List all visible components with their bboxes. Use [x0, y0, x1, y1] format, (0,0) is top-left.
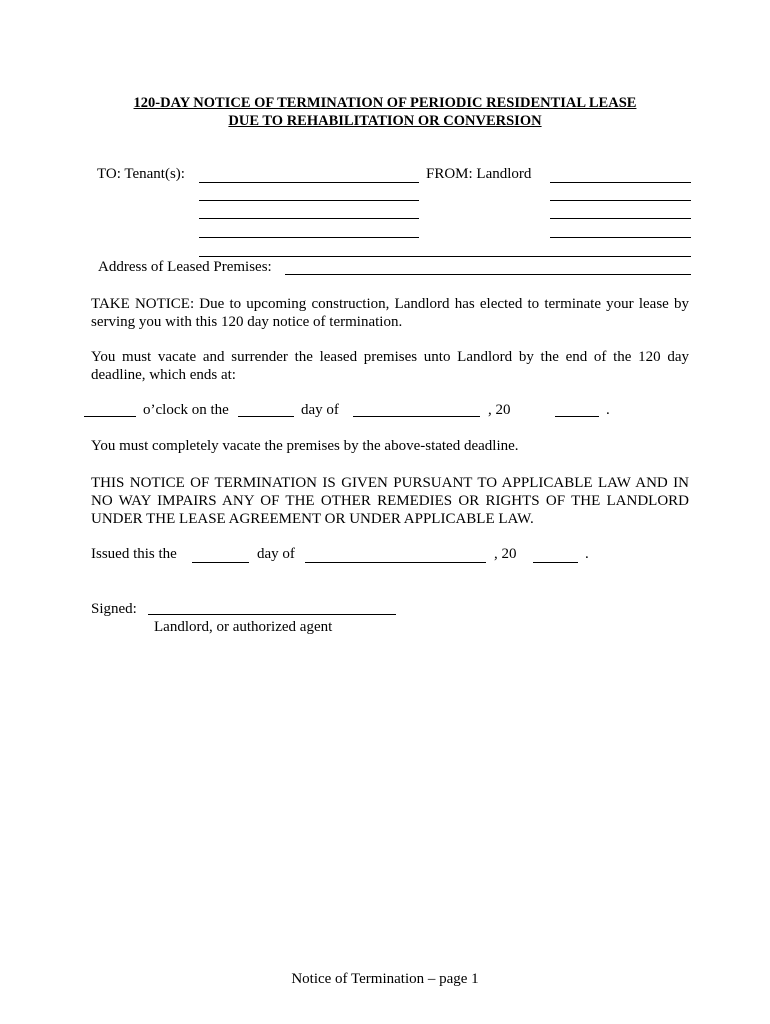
signature-line[interactable] [148, 614, 396, 615]
landlord-name-line-3[interactable] [550, 218, 691, 219]
issued-year-line[interactable] [533, 562, 578, 563]
deadline-day-of-text: day of [301, 402, 339, 418]
deadline-oclock-text: o’clock on the [143, 402, 229, 418]
issued-label: Issued this the [91, 546, 177, 562]
take-notice-paragraph: TAKE NOTICE: Due to upcoming construction, Landlord has elected to terminate your lease by serving you with this 120 day notice of termination. [91, 296, 689, 330]
deadline-month-line[interactable] [353, 416, 480, 417]
signed-label: Signed: [91, 601, 137, 617]
document-title-line-2: DUE TO REHABILITATION OR CONVERSION [228, 113, 542, 129]
landlord-name-line-4[interactable] [550, 237, 691, 238]
address-line[interactable] [285, 274, 691, 275]
page-footer: Notice of Termination – page 1 [291, 971, 479, 987]
landlord-name-line-1[interactable] [550, 182, 691, 183]
signer-caption: Landlord, or authorized agent [154, 619, 333, 635]
deadline-hour-line[interactable] [84, 416, 136, 417]
vacate-paragraph: You must vacate and surrender the leased premises unto Landlord by the end of the 120 day deadline, which ends at: [91, 349, 689, 383]
tenant-name-line-3[interactable] [199, 218, 419, 219]
address-label: Address of Leased Premises: [98, 259, 272, 275]
issued-period: . [585, 546, 589, 562]
tenant-extended-line[interactable] [199, 256, 691, 257]
tenant-name-line-4[interactable] [199, 237, 419, 238]
deadline-period: . [606, 402, 610, 418]
issued-month-line[interactable] [305, 562, 486, 563]
to-tenants-label: TO: Tenant(s): [97, 166, 185, 182]
issued-year-prefix: , 20 [494, 546, 517, 562]
tenant-name-line-1[interactable] [199, 182, 419, 183]
law-paragraph: THIS NOTICE OF TERMINATION IS GIVEN PURSUANT TO APPLICABLE LAW AND IN NO WAY IMPAIRS ANY OF THE OTHER REMEDIES OR RIGHTS OF THE LANDLORD UNDER THE LEASE AGREEMENT OR UNDER APPLICABLE LAW. [91, 475, 689, 527]
tenant-name-line-2[interactable] [199, 200, 419, 201]
from-landlord-label: FROM: Landlord [426, 166, 532, 182]
issued-day-line[interactable] [192, 562, 249, 563]
deadline-year-line[interactable] [555, 416, 599, 417]
landlord-name-line-2[interactable] [550, 200, 691, 201]
completely-vacate-text: You must completely vacate the premises by the above-stated deadline. [91, 438, 519, 454]
document-title-line-1: 120-DAY NOTICE OF TERMINATION OF PERIODIC RESIDENTIAL LEASE [133, 95, 637, 111]
deadline-day-line[interactable] [238, 416, 294, 417]
issued-day-of-text: day of [257, 546, 295, 562]
deadline-year-prefix: , 20 [488, 402, 511, 418]
